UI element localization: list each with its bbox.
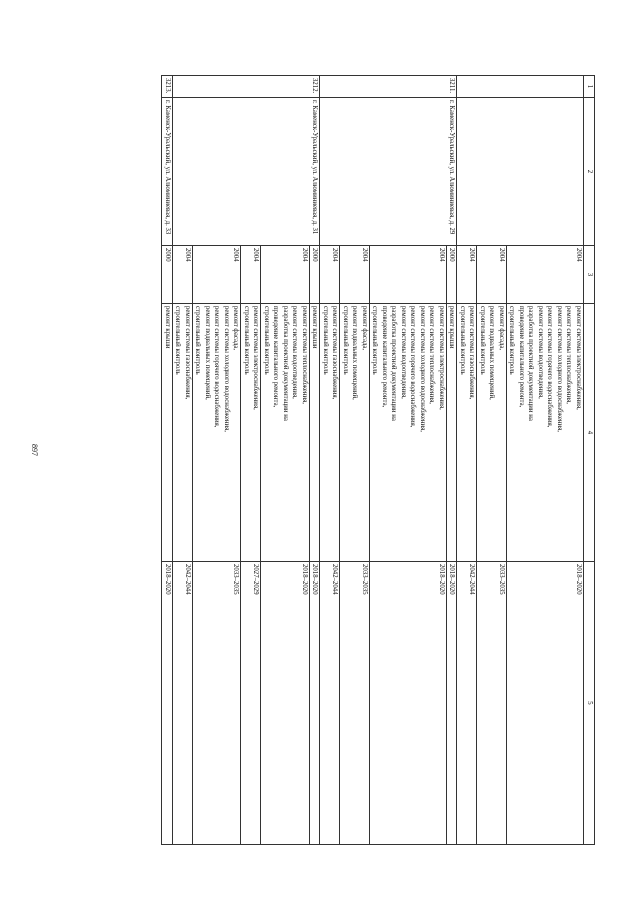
commissioning-year-cell: 2004 xyxy=(507,246,584,304)
commissioning-year-cell: 2004 xyxy=(241,246,261,304)
work-type-line: ремонт системы водоотведения, xyxy=(400,306,407,399)
commissioning-year-cell: 2004 xyxy=(193,246,242,304)
commissioning-year-cell: 2004 xyxy=(261,246,310,304)
work-type-line: проведение капитального ремонта, xyxy=(381,306,388,408)
commissioning-year-cell: 2000 xyxy=(310,246,321,304)
work-type-line: разработка проектной документации на xyxy=(390,306,398,421)
planned-period-cell: 2042–2044 xyxy=(320,562,340,845)
work-types-cell xyxy=(320,304,340,562)
work-types-cell xyxy=(173,304,193,562)
work-type-line: ремонт системы теплоснабжения, xyxy=(565,306,573,404)
address-cell xyxy=(457,98,584,246)
table-row xyxy=(162,76,173,845)
work-type-line: ремонт системы горячего водоснабжения, xyxy=(409,306,417,428)
header-col-1: 1 xyxy=(584,76,595,98)
commissioning-year-cell: 2004 xyxy=(477,246,507,304)
work-types-cell xyxy=(370,304,447,562)
work-type-line: строительный контроль xyxy=(174,306,182,375)
work-type-line: строительный контроль xyxy=(243,306,250,375)
planned-period-cell: 2018–2020 xyxy=(370,562,447,845)
work-type-line: ремонт системы электроснабжения, xyxy=(438,306,445,410)
object-number-cell: 3212. xyxy=(173,76,321,98)
planned-period-cell: 2018–2020 xyxy=(162,562,173,845)
work-type-line: ремонт фасада, xyxy=(498,306,505,351)
work-type-line: ремонт системы горячего водоснабжения, xyxy=(213,306,221,428)
address-cell: г. Каменск-Уральский, ул. Алюминиевая, д. 31 xyxy=(173,98,321,246)
work-type-line: проведение капитального ремонта, xyxy=(272,306,280,408)
page-number: 897 xyxy=(30,444,39,456)
work-type-line: проведение капитального ремонта, xyxy=(518,306,525,408)
rotated-table-wrapper xyxy=(75,75,595,845)
header-col-4: 4 xyxy=(584,304,595,562)
work-type-line: ремонт системы электроснабжения, xyxy=(252,306,260,410)
work-types-cell xyxy=(162,304,173,562)
work-type-line: ремонт системы водоотведения, xyxy=(537,306,544,399)
work-type-line: ремонт системы водоотведения, xyxy=(291,306,299,399)
work-types-cell xyxy=(507,304,584,562)
work-type-line: ремонт системы холодного водоснабжения, xyxy=(419,306,426,432)
work-type-line: строительный контроль xyxy=(508,306,516,375)
table-header-row xyxy=(584,76,595,845)
work-type-line: строительный контроль xyxy=(371,306,379,375)
work-types-cell xyxy=(477,304,507,562)
work-type-line: ремонт системы теплоснабжения, xyxy=(301,306,308,404)
work-type-line: строительный контроль xyxy=(263,306,270,375)
work-type-line: строительный контроль xyxy=(194,306,202,375)
work-type-line: ремонт системы горячего водоснабжения, xyxy=(546,306,554,428)
work-type-line: ремонт системы электроснабжения, xyxy=(575,306,582,410)
work-type-line: строительный контроль xyxy=(342,306,349,375)
work-type-line: ремонт системы холодного водоснабжения, xyxy=(223,306,230,432)
address-cell: г. Каменск-Уральский, ул. Алюминиевая, д. 33 xyxy=(162,98,173,246)
work-type-line: строительный контроль xyxy=(459,306,466,375)
work-type-line: ремонт крыши xyxy=(164,306,171,349)
commissioning-year-cell: 2004 xyxy=(457,246,477,304)
planned-period-cell: 2033–2035 xyxy=(477,562,507,845)
work-types-cell xyxy=(457,304,477,562)
work-types-cell xyxy=(261,304,310,562)
work-type-line: ремонт фасада, xyxy=(232,306,240,351)
work-type-line: ремонт крыши xyxy=(448,306,456,349)
planned-period-cell: 2018–2020 xyxy=(261,562,310,845)
commissioning-year-cell: 2004 xyxy=(173,246,193,304)
planned-period-cell: 2033–2035 xyxy=(193,562,242,845)
work-type-line: ремонт подвальных помещений, xyxy=(204,306,211,400)
header-col-3: 3 xyxy=(584,246,595,304)
table-row xyxy=(310,76,321,845)
work-types-cell xyxy=(241,304,261,562)
work-type-line: ремонт системы холодного водоснабжения, xyxy=(556,306,563,432)
planned-period-cell: 2042–2044 xyxy=(457,562,477,845)
work-type-line: разработка проектной документации на xyxy=(282,306,289,421)
commissioning-year-cell: 2004 xyxy=(340,246,370,304)
planned-period-cell: 2027–2029 xyxy=(241,562,261,845)
header-col-2: 2 xyxy=(584,98,595,246)
work-type-line: ремонт подвальных помещений, xyxy=(488,306,496,400)
address-cell: г. Каменск-Уральский, ул. Алюминиевая, д. 29 xyxy=(320,98,457,246)
work-type-line: ремонт фасада, xyxy=(361,306,368,351)
planned-period-cell: 2033–2035 xyxy=(340,562,370,845)
planned-period-cell: 2018–2020 xyxy=(507,562,584,845)
work-type-line: ремонт системы газоснабжения, xyxy=(184,306,191,400)
work-type-line: ремонт крыши xyxy=(311,306,319,349)
work-type-line: ремонт системы газоснабжения, xyxy=(331,306,339,400)
table-row xyxy=(447,76,458,845)
work-type-line: строительный контроль xyxy=(479,306,486,375)
work-types-cell xyxy=(310,304,321,562)
commissioning-year-cell: 2004 xyxy=(370,246,447,304)
commissioning-year-cell: 2000 xyxy=(162,246,173,304)
object-number-cell xyxy=(457,76,584,98)
planned-period-cell: 2042–2044 xyxy=(173,562,193,845)
commissioning-year-cell: 2000 xyxy=(447,246,458,304)
work-types-cell xyxy=(340,304,370,562)
work-type-line: ремонт системы газоснабжения, xyxy=(468,306,476,400)
work-types-cell xyxy=(447,304,458,562)
object-number-cell: 3213. xyxy=(162,76,173,98)
work-type-line: ремонт подвальных помещений, xyxy=(351,306,359,400)
work-type-line: строительный контроль xyxy=(322,306,329,375)
table-row xyxy=(507,76,584,845)
work-type-line: разработка проектной документации на xyxy=(527,306,535,421)
commissioning-year-cell: 2004 xyxy=(320,246,340,304)
work-type-line: ремонт системы теплоснабжения, xyxy=(428,306,436,404)
repair-schedule-table xyxy=(162,75,596,845)
work-types-cell xyxy=(193,304,242,562)
object-number-cell: 3211. xyxy=(320,76,457,98)
header-col-5: 5 xyxy=(584,562,595,845)
planned-period-cell: 2018–2020 xyxy=(310,562,321,845)
planned-period-cell: 2018–2020 xyxy=(447,562,458,845)
